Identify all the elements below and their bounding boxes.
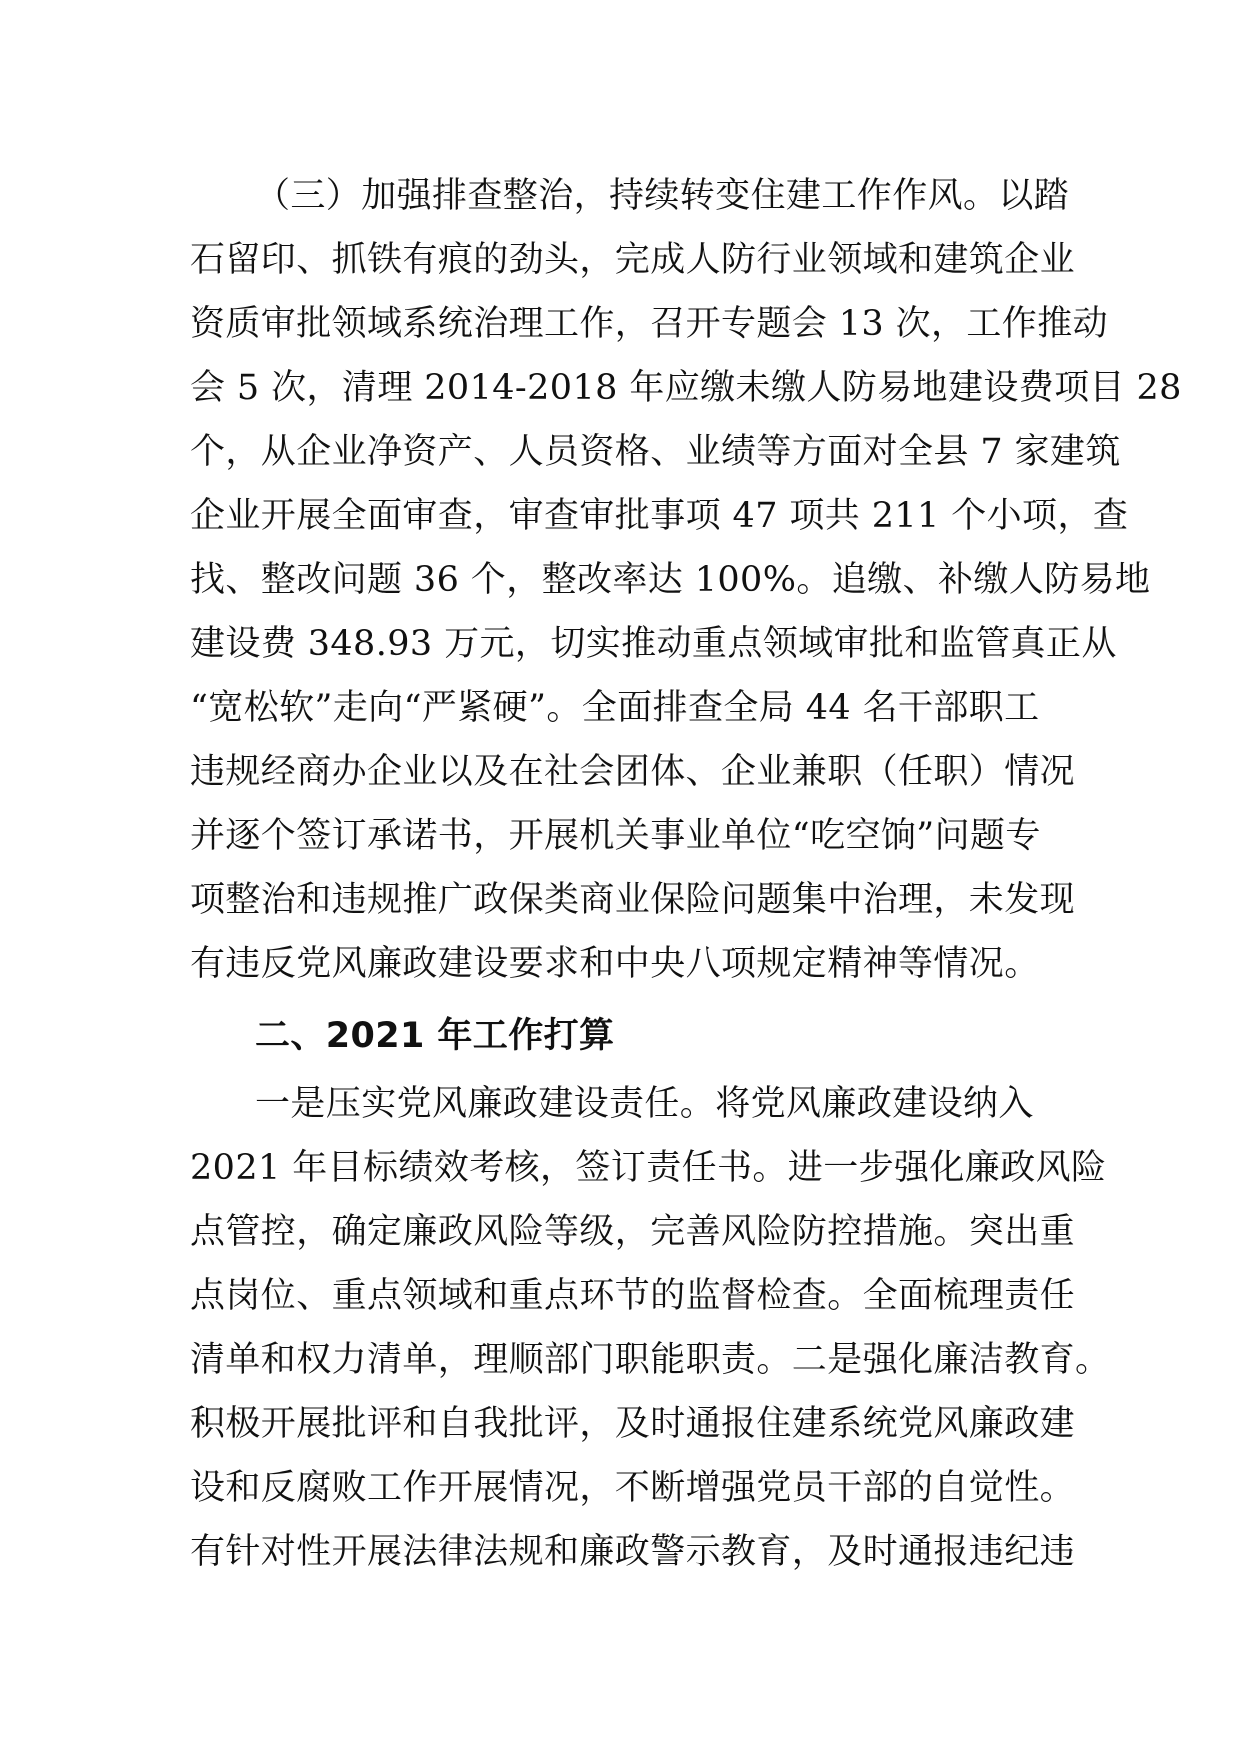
plan-line: 2021 年目标绩效考核，签订责任书。进一步强化廉政风险 <box>190 1148 1107 1188</box>
section3-line: 有违反党风廉政建设要求和中央八项规定精神等情况。 <box>190 944 1040 984</box>
section3-line: 石留印、抓铁有痕的劲头，完成人防行业领域和建筑企业 <box>190 240 1076 280</box>
plan-line: 有针对性开展法律法规和廉政警示教育，及时通报违纪违 <box>190 1532 1076 1572</box>
section3-line: 项整治和违规推广政保类商业保险问题集中治理，未发现 <box>190 880 1076 920</box>
section-heading-2021-plan: 二、2021 年工作打算 <box>255 1016 615 1056</box>
plan-line: 点管控，确定廉政风险等级，完善风险防控措施。突出重 <box>190 1212 1076 1252</box>
section3-line: （三）加强排查整治，持续转变住建工作作风。以踏 <box>255 176 1070 216</box>
section3-line: 个，从企业净资产、人员资格、业绩等方面对全县 7 家建筑 <box>190 432 1121 472</box>
section3-line: 企业开展全面审查，审查审批事项 47 项共 211 个小项，查 <box>190 496 1129 536</box>
plan-line: 设和反腐败工作开展情况，不断增强党员干部的自觉性。 <box>190 1468 1076 1508</box>
plan-line: 点岗位、重点领域和重点环节的监督检查。全面梳理责任 <box>190 1276 1076 1316</box>
section3-line: 违规经商办企业以及在社会团体、企业兼职（任职）情况 <box>190 752 1076 792</box>
section3-line: 会 5 次，清理 2014-2018 年应缴未缴人防易地建设费项目 28 <box>190 368 1182 408</box>
section3-line: 并逐个签订承诺书，开展机关事业单位“吃空饷”问题专 <box>190 816 1041 856</box>
section3-line: “宽松软”走向“严紧硬”。全面排查全局 44 名干部职工 <box>190 688 1040 728</box>
section3-line: 资质审批领域系统治理工作，召开专题会 13 次，工作推动 <box>190 304 1108 344</box>
section3-line: 建设费 348.93 万元，切实推动重点领域审批和监管真正从 <box>190 624 1117 664</box>
section3-line: 找、整改问题 36 个，整改率达 100%。追缴、补缴人防易地 <box>190 560 1151 600</box>
plan-line: 一是压实党风廉政建设责任。将党风廉政建设纳入 <box>255 1084 1034 1124</box>
plan-line: 积极开展批评和自我批评，及时通报住建系统党风廉政建 <box>190 1404 1076 1444</box>
plan-line: 清单和权力清单，理顺部门职能职责。二是强化廉洁教育。 <box>190 1340 1111 1380</box>
